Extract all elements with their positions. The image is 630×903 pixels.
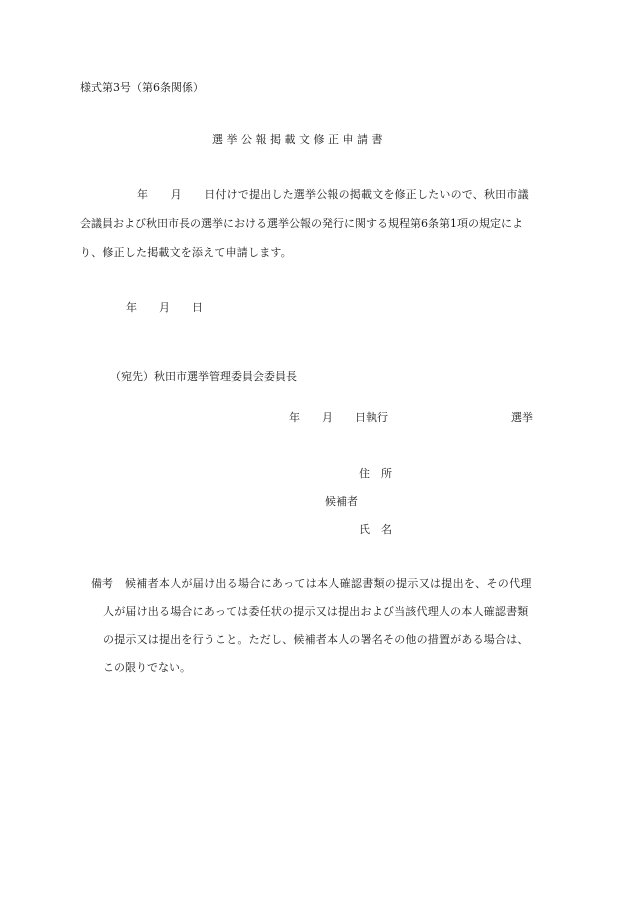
remarks-line-2: 人が届け出る場合にあっては委任状の提示又は提出および当該代理人の本人確認書類	[103, 605, 529, 618]
body-line-3: り、修正した掲載文を添えて申請します。	[80, 246, 292, 259]
remarks-line-3: の提示又は提出を行うこと。ただし、候補者本人の署名その他の措置がある場合は、	[103, 633, 529, 646]
addressee-name: 秋田市選挙管理委員会委員長	[154, 370, 297, 383]
election-label: 選挙	[511, 411, 533, 424]
remarks-line-1: 候補者本人が届け出る場合にあっては本人確認書類の提示又は提出を、その代理	[125, 577, 532, 590]
name-label: 氏 名	[359, 523, 392, 536]
body-line-2: 会議員および秋田市長の選挙における選挙公報の発行に関する規程第6条第1項の規定によ	[80, 217, 523, 230]
addressee	[103, 356, 297, 384]
remarks-label: 備考	[91, 577, 113, 590]
address-label: 住 所	[359, 467, 392, 480]
election-date: 年 月 日執行	[289, 411, 388, 424]
form-number: 様式第3号（第6条関係）	[80, 81, 204, 94]
body-line-1: 年 月 日付けで提出した選挙公報の掲載文を修正したいので、秋田市議	[137, 188, 529, 201]
page-title: 選挙公報掲載文修正申請書	[212, 133, 386, 146]
addressee-prefix: （宛先）	[110, 370, 154, 383]
remarks-line-4: この限りでない。	[103, 661, 191, 674]
application-date: 年 月 日	[126, 301, 203, 314]
candidate-label: 候補者	[325, 495, 358, 508]
